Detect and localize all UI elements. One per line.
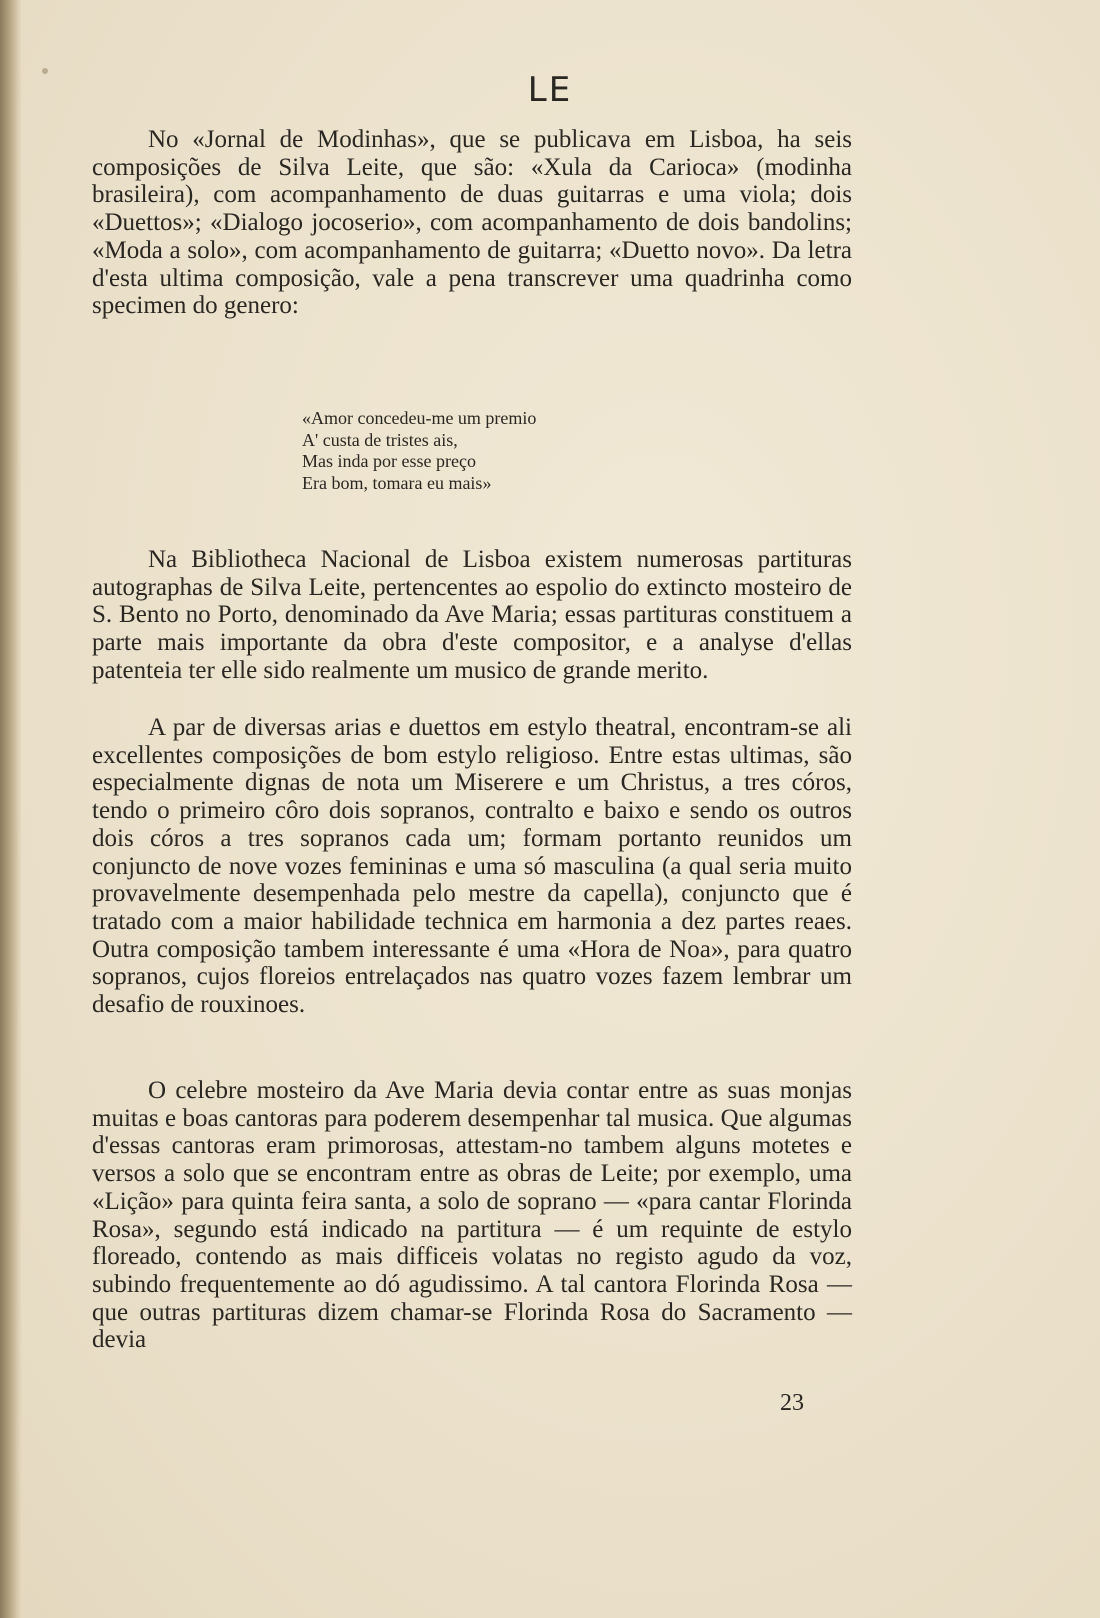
paragraph: Na Bibliotheca Nacional de Lisboa existem numerosas partituras autographas de Silva Leite, pertencentes ao espolio do extincto mosteiro de S. Bento no Porto, denominado da Ave Maria; essas partituras constituem a parte mais importante da obra d'este compositor, e a analyse d'ellas patenteia ter elle sido realmente um musico de grande merito. (92, 546, 852, 684)
verse-quatrain (302, 408, 702, 494)
verse-line: «Amor concedeu-me um premio (302, 408, 537, 428)
verse-line: Mas inda por esse preço (302, 451, 476, 471)
paragraph-4-block (92, 1077, 852, 1354)
verse-line: A' custa de tristes ais, (302, 429, 458, 450)
paragraph: A par de diversas arias e duettos em estylo theatral, encontram-se ali excellentes composições de bom estylo religioso. Entre estas ultimas, são especialmente dignas de nota um Miserere e um Christus, a tres córos, tendo o primeiro côro dois sopranos, contralto e baixo e sendo os outros dois córos a tres sopranos cada um; formam portanto reunidos um conjuncto de nove vozes femininas e uma só masculina (a qual seria muito provavelmente desempenhada pelo mestre da capella), conjuncto que é tratado com a maior habilidade technica em harmonia a dez partes reaes. Outra composição tambem interessante é uma «Hora de Noa», para quatro sopranos, cujos floreios entrelaçados nas quatro vozes fazem lembrar um desafio de rouxinoes. (92, 714, 852, 1019)
paragraph: No «Jornal de Modinhas», que se publicava em Lisboa, ha seis composições de Silva Leite, que são: «Xula da Carioca» (modinha brasileira), com acompanhamento de duas guitarras e uma viola; dois «Duettos»; «Dialogo jocoserio», com acompanhamento de dois bandolins; «Moda a solo», com acompanhamento de guitarra; «Duetto novo». Da letra d'esta ultima composição, vale a pena transcrever uma quadrinha como specimen do genero: (92, 126, 852, 320)
verse-line: Era bom, tomara eu mais» (302, 472, 492, 493)
running-head: LE (527, 70, 573, 110)
paragraph: O celebre mosteiro da Ave Maria devia contar entre as suas monjas muitas e boas cantoras para poderem desempenhar tal musica. Que algumas d'essas cantoras eram primorosas, attestam-no tambem alguns motetes e versos a solo que se encontram entre as obras de Leite; por exemplo, uma «Lição» para quinta feira santa, a solo de soprano — «para cantar Florinda Rosa», segundo está indicado na partitura — é um requinte de estylo floreado, contendo as mais difficeis volatas no registo agudo da voz, subindo frequentemente ao dó agudissimo. A tal cantora Florinda Rosa — que outras partituras dizem chamar-se Florinda Rosa do Sacramento — devia (92, 1077, 852, 1354)
page-number: 23 (780, 1390, 804, 1416)
paragraph-3-block (92, 714, 852, 1019)
paragraph-2-block (92, 546, 852, 685)
paragraph-1-block (92, 126, 852, 320)
book-spine-shadow (0, 0, 22, 1618)
